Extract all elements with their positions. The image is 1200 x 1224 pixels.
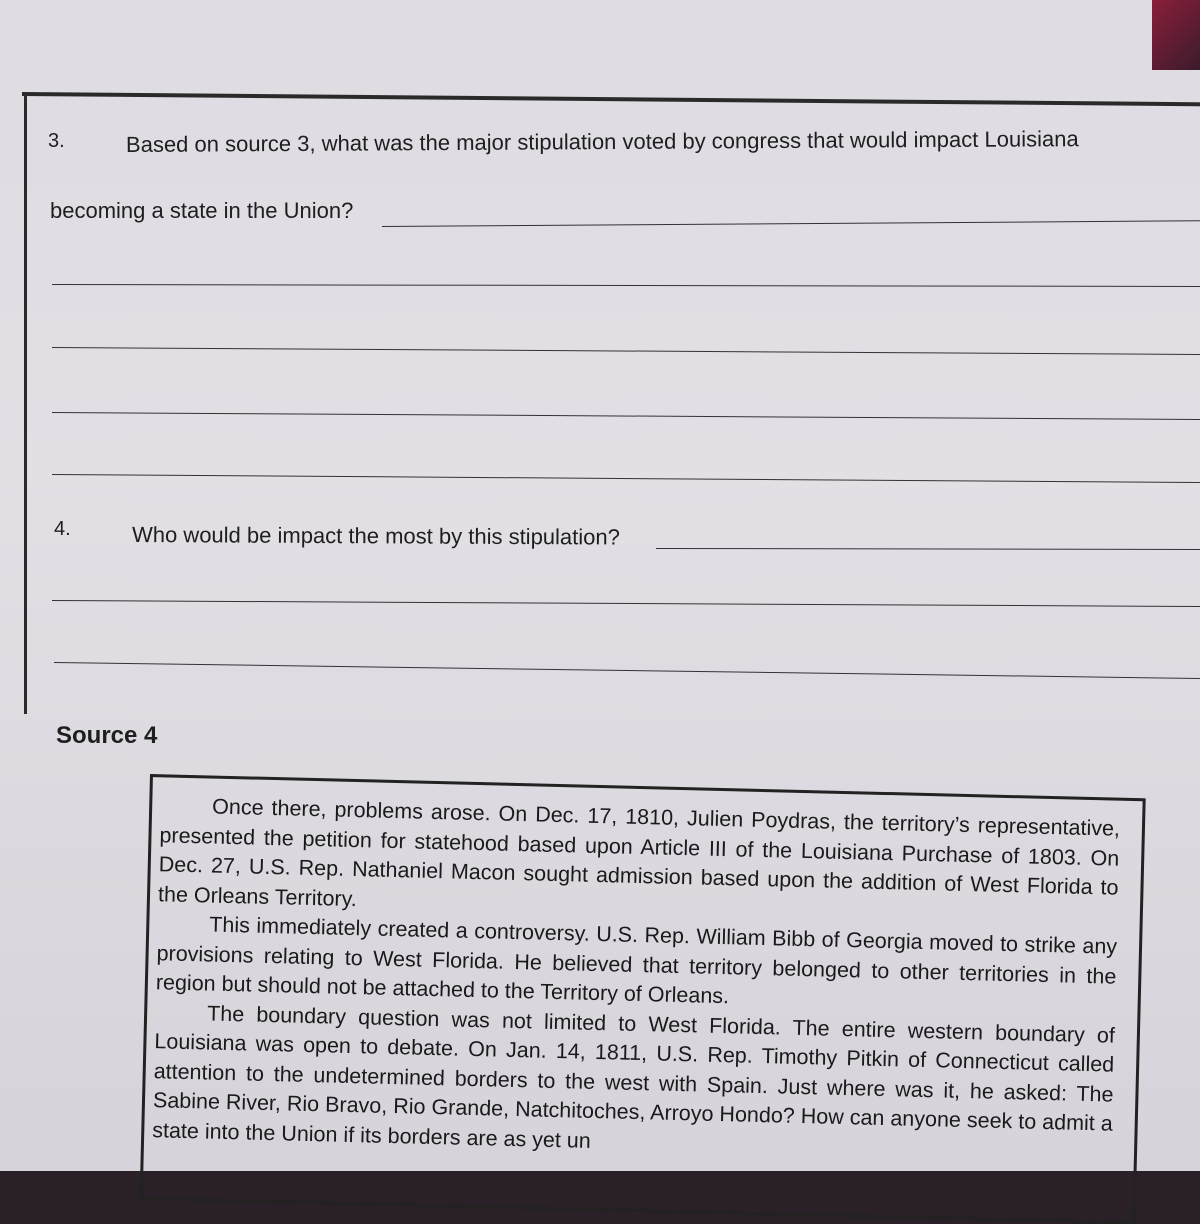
question-3-number: 3.	[48, 130, 65, 152]
answer-line[interactable]	[54, 662, 1200, 679]
answer-line[interactable]	[382, 220, 1200, 227]
answer-line[interactable]	[656, 548, 1200, 550]
question-3-text: Based on source 3, what was the major stipulation voted by congress that would impact Louisiana	[125, 126, 1079, 157]
source-4-box	[140, 774, 1146, 1224]
question-4-number: 4.	[54, 518, 71, 540]
question-box-left-border	[24, 94, 27, 714]
source-paragraph: This immediately created a controversy. U.S. Rep. William Bibb of Georgia moved to strike any provisions relating to West Florida. He believed that territory belonged to other territories in the region but should not be attached to the Territory of Orleans.	[155, 912, 1118, 1009]
answer-line[interactable]	[52, 347, 1200, 355]
question-box-top-border	[22, 92, 1200, 106]
answer-line[interactable]	[52, 474, 1200, 483]
source-paragraph: Once there, problems arose. On Dec. 17, 1810, Julien Poydras, the territory’s representative, presented the petition for statehood based upon Article III of the Louisiana Purchase of 1803. On Dec. 27, U.S. Rep. Nathaniel Macon sought admission based upon the addition of West Florida to the Orleans Territory.	[157, 794, 1121, 911]
source-paragraph: The boundary question was not limited to West Florida. The entire western boundary of Louisiana was open to debate. On Jan. 14, 1811, U.S. Rep. Timothy Pitkin of Connecticut called attention to the undetermined borders to the west with Spain. Just where was it, he asked: The Sabine River, Rio Bravo, Rio Grande, Natchitoches, Arroyo Hondo? How can anyone seek to admit a state into the Union if its borders are as yet un	[152, 1000, 1116, 1153]
answer-line[interactable]	[52, 284, 1200, 287]
source-4-text	[152, 791, 1120, 1168]
source-4-heading: Source 4	[56, 722, 158, 749]
question-3-text-continued: becoming a state in the Union?	[50, 198, 354, 223]
answer-line[interactable]	[52, 600, 1200, 607]
answer-line[interactable]	[52, 412, 1200, 420]
background-corner	[1152, 0, 1200, 70]
question-4-text: Who would be impact the most by this stipulation?	[131, 522, 620, 550]
